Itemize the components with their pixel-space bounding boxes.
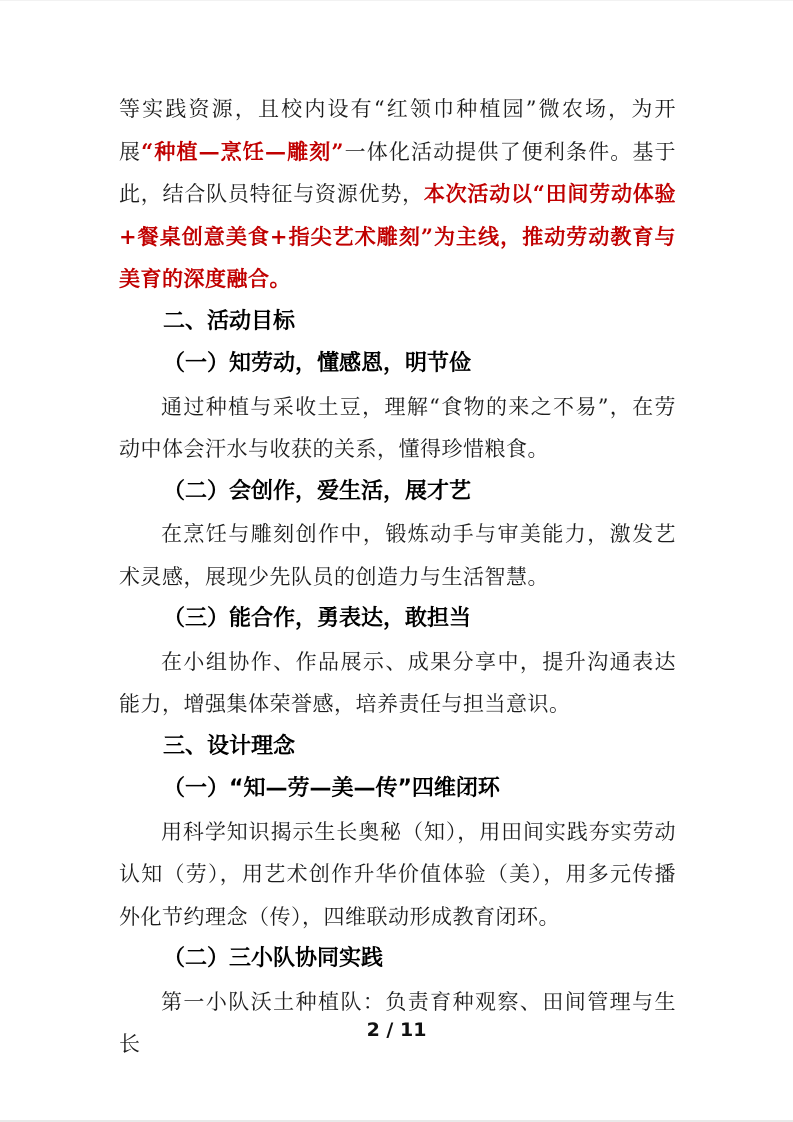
text-run: （二）会创作，爱生活，展才艺 [163,478,472,504]
document-body [119,88,676,1066]
text-run: 等实践资源，且校内设有“红领巾种植园”微农场，为开展 [119,97,676,164]
text-run: （三）能合作，勇表达，敢担当 [163,606,472,631]
text-run: 一体化活动提供了便利条件。基于此，结合队员特征与资源优势， [119,139,676,206]
highlight-red-text: “种植—烹饪—雕刻” [141,138,344,164]
paragraph [119,513,676,598]
paragraph [119,88,676,301]
section-heading [119,726,676,769]
text-run: 在烹饪与雕刻创作中，锻炼动手与审美能力，激发艺术灵感，展现少先队员的创造力与生活智慧。 [119,522,676,589]
text-run: 用科学知识揭示生长奥秘（知），用田间实践夯实劳动认知（劳），用艺术创作升华价值体验（美），用多元传播外化节约理念（传），四维联动形成教育闭环。 [119,819,676,929]
highlight-red-text: 本次活动以“田间劳动体验+餐桌创意美食+指尖艺术雕刻”为主线，推动劳动教育与美育的深度融合。 [119,181,676,291]
section-heading [119,301,676,344]
paragraph [119,641,676,726]
paragraph [119,386,676,471]
text-run: 二、活动目标 [163,308,296,334]
sub-heading [119,938,676,981]
text-run: （一）知劳动，懂感恩，明节俭 [163,351,472,376]
text-run: 第一小队沃土种植队：负责育种观察、田间管理与生长 [119,989,676,1056]
paragraph [119,811,676,939]
sub-heading [119,471,676,514]
sub-heading [119,598,676,641]
page-number: 2 / 11 [366,1019,427,1041]
sub-heading [119,768,676,811]
text-run: 通过种植与采收土豆，理解“食物的来之不易”，在劳动中体会汗水与收获的关系，懂得珍惜粮食。 [119,394,676,461]
text-run: 三、设计理念 [163,733,296,759]
text-run: （二）三小队协同实践 [163,946,384,971]
text-run: （一）“知—劳—美—传”四维闭环 [163,776,500,801]
sub-heading [119,343,676,386]
text-run: 在小组协作、作品展示、成果分享中，提升沟通表达能力，增强集体荣誉感，培养责任与担当意识。 [119,649,676,716]
